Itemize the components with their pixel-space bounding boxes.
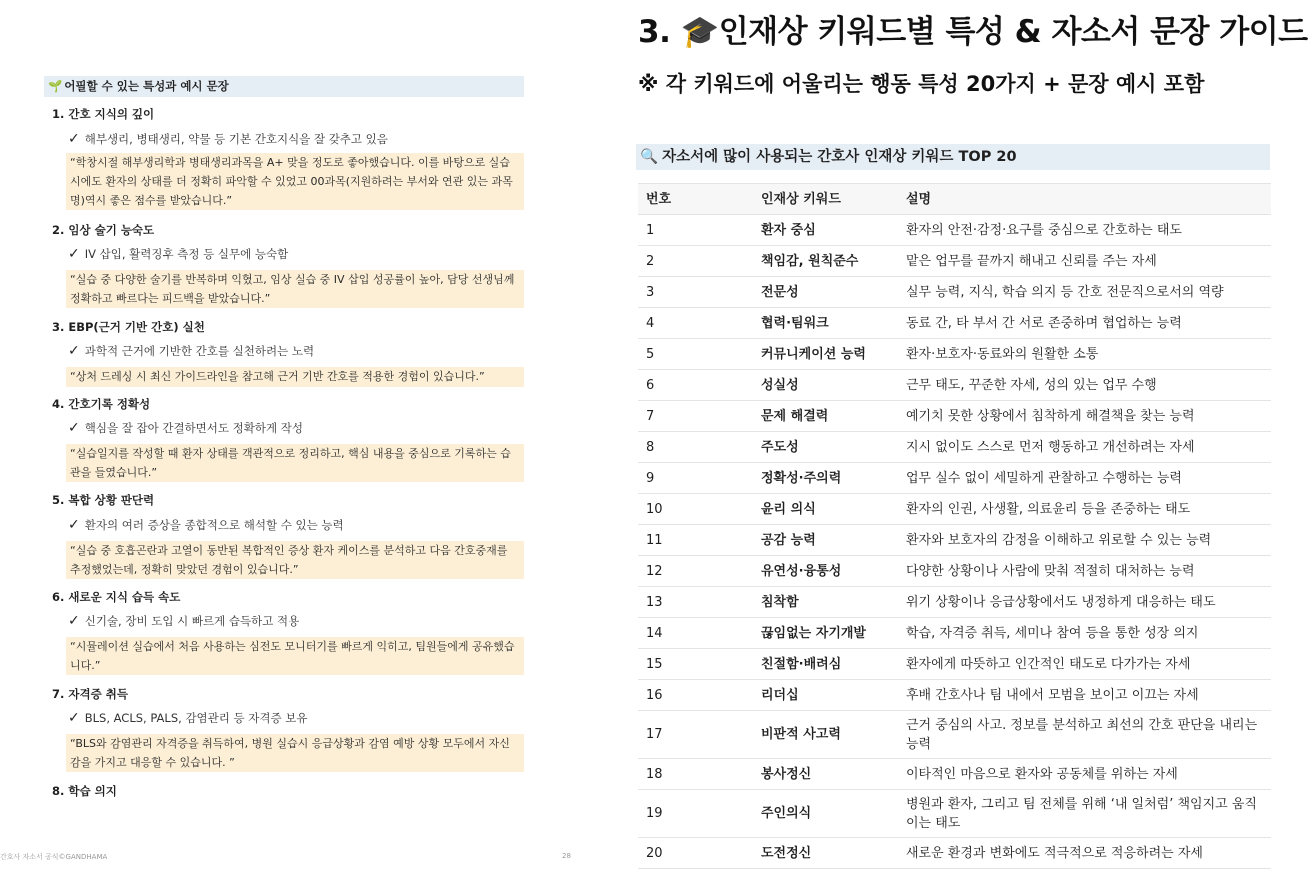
appeal-section-header [44, 76, 524, 97]
row-description: 환자와 보호자의 감정을 이해하고 위로할 수 있는 능력 [898, 525, 1271, 556]
row-keyword: 봉사정신 [753, 759, 898, 790]
item-trait: ✓ 과학적 근거에 기반한 간호를 실천하려는 노력 [68, 343, 315, 359]
table-header-row [638, 184, 1271, 215]
item-trait: ✓ 해부생리, 병태생리, 약물 등 기본 간호지식을 잘 갖추고 있음 [68, 131, 388, 147]
table-row [638, 432, 1271, 463]
header-number: 번호 [638, 184, 753, 215]
row-description: 업무 실수 없이 세밀하게 관찰하고 수행하는 능력 [898, 463, 1271, 494]
row-description: 학습, 자격증 취득, 세미나 참여 등을 통한 성장 의지 [898, 618, 1271, 649]
item-title: 6. 새로운 지식 습득 속도 [52, 590, 181, 604]
item-quote: “실습일지를 작성할 때 환자 상태를 객관적으로 정리하고, 핵심 내용을 중심으로 기록하는 습관을 들였습니다.” [66, 444, 524, 482]
check-icon: ✓ [68, 131, 80, 147]
row-number: 9 [638, 463, 753, 494]
page-subtitle: ※ 각 키워드에 어울리는 행동 특성 20가지 + 문장 예시 포함 [638, 72, 1205, 96]
item-title: 4. 간호기록 정확성 [52, 397, 151, 411]
check-icon: ✓ [68, 710, 80, 726]
row-description: 이타적인 마음으로 환자와 공동체를 위하는 자세 [898, 759, 1271, 790]
item-title: 5. 복합 상황 판단력 [52, 493, 155, 507]
row-description: 근무 태도, 꾸준한 자세, 성의 있는 업무 수행 [898, 370, 1271, 401]
table-row [638, 680, 1271, 711]
keyword-table [638, 183, 1271, 869]
table-row [638, 308, 1271, 339]
row-keyword: 끊임없는 자기개발 [753, 618, 898, 649]
header-keyword: 인재상 키워드 [753, 184, 898, 215]
row-keyword: 문제 해결력 [753, 401, 898, 432]
page-number: 28 [562, 852, 571, 860]
row-description: 위기 상황이나 응급상황에서도 냉정하게 대응하는 태도 [898, 587, 1271, 618]
keyword-section-title: 자소서에 많이 사용되는 간호사 인재상 키워드 TOP 20 [662, 149, 1017, 165]
row-number: 6 [638, 370, 753, 401]
row-keyword: 환자 중심 [753, 215, 898, 246]
row-keyword: 정확성·주의력 [753, 463, 898, 494]
row-number: 17 [638, 711, 753, 759]
row-number: 12 [638, 556, 753, 587]
item-trait: ✓ 환자의 여러 증상을 종합적으로 해석할 수 있는 능력 [68, 517, 344, 533]
header-description: 설명 [898, 184, 1271, 215]
row-description: 실무 능력, 지식, 학습 의지 등 간호 전문직으로서의 역량 [898, 277, 1271, 308]
table-row [638, 401, 1271, 432]
table-row [638, 494, 1271, 525]
check-icon: ✓ [68, 613, 80, 629]
row-number: 11 [638, 525, 753, 556]
row-keyword: 주도성 [753, 432, 898, 463]
search-icon: 🔍 [640, 149, 659, 165]
row-description: 병원과 환자, 그리고 팀 전체를 위해 ‘내 일처럼’ 책임지고 움직이는 태도 [898, 790, 1271, 838]
row-number: 20 [638, 838, 753, 869]
check-icon: ✓ [68, 246, 80, 262]
table-row [638, 759, 1271, 790]
row-number: 18 [638, 759, 753, 790]
row-description: 근거 중심의 사고. 정보를 분석하고 최선의 간호 판단을 내리는 능력 [898, 711, 1271, 759]
item-title: 1. 간호 지식의 깊이 [52, 107, 155, 121]
row-description: 맡은 업무를 끝까지 해내고 신뢰를 주는 자세 [898, 246, 1271, 277]
row-keyword: 협력·팀워크 [753, 308, 898, 339]
row-number: 1 [638, 215, 753, 246]
row-description: 예기치 못한 상황에서 침착하게 해결책을 찾는 능력 [898, 401, 1271, 432]
row-keyword: 주인의식 [753, 790, 898, 838]
item-quote: “시뮬레이션 실습에서 처음 사용하는 심전도 모니터기를 빠르게 익히고, 팀원들에게 공유했습니다.” [66, 637, 524, 675]
row-keyword: 침착함 [753, 587, 898, 618]
item-quote: “상처 드레싱 시 최신 가이드라인을 참고해 근거 기반 간호를 적용한 경험이 있습니다.” [66, 367, 524, 387]
row-description: 환자에게 따뜻하고 인간적인 태도로 다가가는 자세 [898, 649, 1271, 680]
row-keyword: 전문성 [753, 277, 898, 308]
row-keyword: 책임감, 원칙준수 [753, 246, 898, 277]
check-icon: ✓ [68, 343, 80, 359]
table-row [638, 525, 1271, 556]
item-trait: ✓ BLS, ACLS, PALS, 감염관리 등 자격증 보유 [68, 710, 308, 726]
row-description: 후배 간호사나 팀 내에서 모범을 보이고 이끄는 자세 [898, 680, 1271, 711]
row-description: 환자·보호자·동료와의 원활한 소통 [898, 339, 1271, 370]
table-row [638, 838, 1271, 869]
row-number: 14 [638, 618, 753, 649]
table-row [638, 463, 1271, 494]
item-quote: “학창시절 해부생리학과 병태생리과목을 A+ 맞을 정도로 좋아했습니다. 이를 바탕으로 실습시에도 환자의 상태를 더 정확히 파악할 수 있었고 00과목(지원하려는 부서와 연관 있는 과목명)역시 좋은 점수를 받았습니다.” [66, 153, 524, 210]
item-title: 2. 임상 술기 능숙도 [52, 223, 155, 237]
row-keyword: 리더십 [753, 680, 898, 711]
item-title: 8. 학습 의지 [52, 784, 117, 798]
row-number: 5 [638, 339, 753, 370]
item-quote: “실습 중 다양한 술기를 반복하며 익혔고, 임상 실습 중 IV 삽입 성공률이 높아, 담당 선생님께 정확하고 빠르다는 피드백을 받았습니다.” [66, 270, 524, 308]
row-number: 16 [638, 680, 753, 711]
row-number: 10 [638, 494, 753, 525]
check-icon: ✓ [68, 517, 80, 533]
row-keyword: 유연성·융통성 [753, 556, 898, 587]
row-number: 2 [638, 246, 753, 277]
row-description: 동료 간, 타 부서 간 서로 존중하며 협업하는 능력 [898, 308, 1271, 339]
table-row [638, 556, 1271, 587]
table-row [638, 215, 1271, 246]
row-number: 19 [638, 790, 753, 838]
row-description: 지시 없이도 스스로 먼저 행동하고 개선하려는 자세 [898, 432, 1271, 463]
table-row [638, 339, 1271, 370]
page-title: 3. 🎓인재상 키워드별 특성 & 자소서 문장 가이드 [638, 14, 1308, 50]
item-title: 7. 자격증 취득 [52, 687, 128, 701]
footer-text: 간호사 자소서 공식©GANDHAMA [0, 853, 108, 861]
item-quote: “실습 중 호흡곤란과 고열이 동반된 복합적인 증상 환자 케이스를 분석하고 다음 간호중재를 추정했었는데, 정확히 맞았던 경험이 있습니다.” [66, 541, 524, 579]
item-trait: ✓ IV 삽입, 활력징후 측정 등 실무에 능숙함 [68, 246, 289, 262]
table-row [638, 587, 1271, 618]
row-number: 13 [638, 587, 753, 618]
table-row [638, 370, 1271, 401]
right-page [612, 0, 1311, 878]
row-description: 다양한 상황이나 사람에 맞춰 적절히 대처하는 능력 [898, 556, 1271, 587]
table-row [638, 277, 1271, 308]
sprout-icon: 🌱 [48, 79, 63, 93]
row-keyword: 윤리 의식 [753, 494, 898, 525]
row-keyword: 친절함·배려심 [753, 649, 898, 680]
row-keyword: 성실성 [753, 370, 898, 401]
table-row [638, 649, 1271, 680]
table-row [638, 711, 1271, 759]
row-keyword: 도전정신 [753, 838, 898, 869]
table-row [638, 246, 1271, 277]
row-description: 환자의 인권, 사생활, 의료윤리 등을 존중하는 태도 [898, 494, 1271, 525]
item-quote: “BLS와 감염관리 자격증을 취득하여, 병원 실습시 응급상황과 감염 예방 상황 모두에서 자신감을 가지고 대응할 수 있습니다. ” [66, 734, 524, 772]
appeal-section-title: 어필할 수 있는 특성과 예시 문장 [64, 79, 229, 93]
row-number: 3 [638, 277, 753, 308]
row-keyword: 공감 능력 [753, 525, 898, 556]
item-trait: ✓ 신기술, 장비 도입 시 빠르게 습득하고 적용 [68, 613, 300, 629]
row-keyword: 커뮤니케이션 능력 [753, 339, 898, 370]
item-title: 3. EBP(근거 기반 간호) 실천 [52, 320, 205, 334]
check-icon: ✓ [68, 420, 80, 436]
table-row [638, 790, 1271, 838]
row-keyword: 비판적 사고력 [753, 711, 898, 759]
row-number: 4 [638, 308, 753, 339]
item-trait: ✓ 핵심을 잘 잡아 간결하면서도 정확하게 작성 [68, 420, 303, 436]
row-description: 새로운 환경과 변화에도 적극적으로 적응하려는 자세 [898, 838, 1271, 869]
row-number: 8 [638, 432, 753, 463]
row-description: 환자의 안전·감정·요구를 중심으로 간호하는 태도 [898, 215, 1271, 246]
row-number: 7 [638, 401, 753, 432]
left-page [0, 0, 600, 878]
row-number: 15 [638, 649, 753, 680]
table-row [638, 618, 1271, 649]
keyword-section-header [636, 144, 1270, 170]
